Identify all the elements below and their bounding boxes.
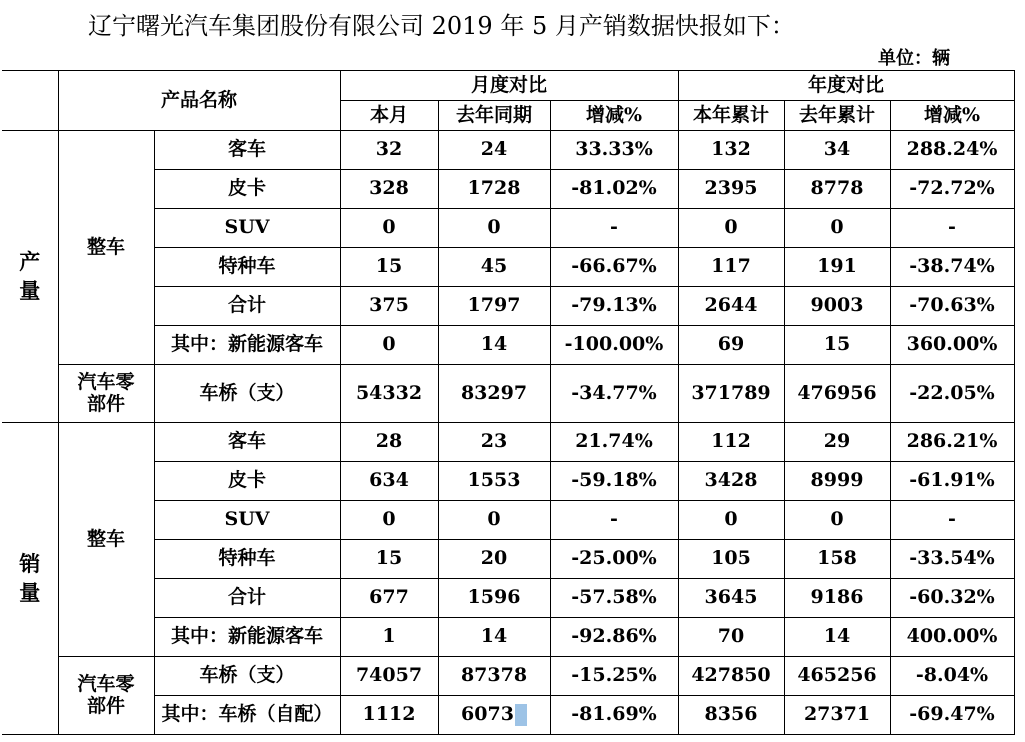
last-ytd-value: 476956 (784, 365, 890, 423)
last-year-same-value: 14 (438, 618, 550, 657)
table-row (2, 326, 1014, 365)
ytd-value: 427850 (678, 657, 784, 696)
ytd-value: 2644 (678, 287, 784, 326)
last-year-same-value: 45 (438, 248, 550, 287)
table-row (2, 287, 1014, 326)
last-year-same-value: 0 (438, 501, 550, 540)
ytd-value: 2395 (678, 170, 784, 209)
product-name: 皮卡 (154, 462, 340, 501)
this-month-value: 0 (340, 326, 438, 365)
ytd-value: 371789 (678, 365, 784, 423)
product-name: 特种车 (154, 540, 340, 579)
sales-section-label (2, 423, 58, 735)
table-row (2, 248, 1014, 287)
last-year-same-value: 1797 (438, 287, 550, 326)
monthly-change-value: -92.86% (550, 618, 678, 657)
header-product-name: 产品名称 (58, 71, 340, 131)
yearly-change-value: -70.63% (890, 287, 1014, 326)
this-month-value: 0 (340, 501, 438, 540)
monthly-change-value: - (550, 209, 678, 248)
last-ytd-value: 0 (784, 501, 890, 540)
ytd-value: 0 (678, 501, 784, 540)
parts-group-label (58, 365, 154, 423)
monthly-change-value: -100.00% (550, 326, 678, 365)
this-month-value: 15 (340, 248, 438, 287)
vehicle-group-label: 整车 (58, 131, 154, 365)
yearly-change-value: - (890, 209, 1014, 248)
ytd-value: 112 (678, 423, 784, 462)
header-change-yearly: 增减% (890, 101, 1014, 131)
last-ytd-value: 465256 (784, 657, 890, 696)
parts-group-label (58, 657, 154, 735)
ytd-value: 132 (678, 131, 784, 170)
header-last-ytd: 去年累计 (784, 101, 890, 131)
this-month-value: 28 (340, 423, 438, 462)
production-section-label (2, 131, 58, 423)
last-ytd-value: 8778 (784, 170, 890, 209)
production-sales-table (2, 70, 1015, 735)
header-monthly: 月度对比 (340, 71, 678, 101)
this-month-value: 15 (340, 540, 438, 579)
product-name: SUV (154, 209, 340, 248)
product-name: 车桥（支） (154, 657, 340, 696)
this-month-value: 32 (340, 131, 438, 170)
section-label-char: 量 (19, 277, 41, 303)
last-year-same-value: 1728 (438, 170, 550, 209)
product-name: SUV (154, 501, 340, 540)
monthly-change-value: -34.77% (550, 365, 678, 423)
ytd-value: 0 (678, 209, 784, 248)
this-month-value: 0 (340, 209, 438, 248)
last-year-same-value: 1553 (438, 462, 550, 501)
product-name: 特种车 (154, 248, 340, 287)
product-name: 其中：新能源客车 (154, 326, 340, 365)
product-name: 其中：新能源客车 (154, 618, 340, 657)
last-ytd-value: 15 (784, 326, 890, 365)
ytd-value: 3428 (678, 462, 784, 501)
header-ytd: 本年累计 (678, 101, 784, 131)
unit-label: 单位：辆 (878, 48, 950, 69)
parts-label-line: 汽车零 (77, 672, 135, 695)
yearly-change-value: 286.21% (890, 423, 1014, 462)
ytd-value: 69 (678, 326, 784, 365)
parts-label-line: 汽车零 (77, 370, 135, 393)
table-row (2, 170, 1014, 209)
yearly-change-value: -38.74% (890, 248, 1014, 287)
header-this-month: 本月 (340, 101, 438, 131)
table-row (2, 618, 1014, 657)
parts-label-line: 部件 (86, 392, 125, 415)
table-row (2, 462, 1014, 501)
yearly-change-value: -33.54% (890, 540, 1014, 579)
product-name: 其中：车桥（自配） (154, 696, 340, 735)
ytd-value: 117 (678, 248, 784, 287)
last-year-same-value: 0 (438, 209, 550, 248)
monthly-change-value: -81.69% (550, 696, 678, 735)
last-year-same-value: 87378 (438, 657, 550, 696)
product-name: 客车 (154, 131, 340, 170)
table-row (2, 696, 1014, 735)
last-ytd-value: 9003 (784, 287, 890, 326)
last-ytd-value: 14 (784, 618, 890, 657)
last-ytd-value: 29 (784, 423, 890, 462)
last-ytd-value: 0 (784, 209, 890, 248)
ytd-value: 3645 (678, 579, 784, 618)
last-year-same-value: 14 (438, 326, 550, 365)
last-ytd-value: 8999 (784, 462, 890, 501)
last-ytd-value: 158 (784, 540, 890, 579)
monthly-change-value: -25.00% (550, 540, 678, 579)
monthly-change-value: -66.67% (550, 248, 678, 287)
monthly-change-value: -15.25% (550, 657, 678, 696)
yearly-change-value: -60.32% (890, 579, 1014, 618)
last-year-same-value: 1596 (438, 579, 550, 618)
section-label-char: 量 (19, 579, 41, 605)
ytd-value: 8356 (678, 696, 784, 735)
product-name: 客车 (154, 423, 340, 462)
monthly-change-value: -59.18% (550, 462, 678, 501)
last-year-same-value: 6073 (438, 696, 550, 735)
monthly-change-value: 33.33% (550, 131, 678, 170)
report-title: 辽宁曙光汽车集团股份有限公司 2019 年 5 月产销数据快报如下： (88, 12, 795, 40)
section-label-char: 产 (19, 249, 41, 275)
header-yearly: 年度对比 (678, 71, 1014, 101)
this-month-value: 677 (340, 579, 438, 618)
yearly-change-value: -72.72% (890, 170, 1014, 209)
text-selection-highlight (515, 704, 527, 726)
last-year-same-value: 23 (438, 423, 550, 462)
last-ytd-value: 27371 (784, 696, 890, 735)
last-year-same-value: 20 (438, 540, 550, 579)
product-name: 车桥（支） (154, 365, 340, 423)
table-row (2, 423, 1014, 462)
this-month-value: 634 (340, 462, 438, 501)
monthly-change-value: - (550, 501, 678, 540)
this-month-value: 1112 (340, 696, 438, 735)
this-month-value: 54332 (340, 365, 438, 423)
product-name: 合计 (154, 579, 340, 618)
product-name: 皮卡 (154, 170, 340, 209)
this-month-value: 328 (340, 170, 438, 209)
yearly-change-value: -22.05% (890, 365, 1014, 423)
this-month-value: 1 (340, 618, 438, 657)
table-row (2, 579, 1014, 618)
vehicle-group-label: 整车 (58, 423, 154, 657)
yearly-change-value: - (890, 501, 1014, 540)
last-year-same-value: 24 (438, 131, 550, 170)
last-ytd-value: 34 (784, 131, 890, 170)
ytd-value: 70 (678, 618, 784, 657)
this-month-value: 74057 (340, 657, 438, 696)
yearly-change-value: 288.24% (890, 131, 1014, 170)
this-month-value: 375 (340, 287, 438, 326)
monthly-change-value: -81.02% (550, 170, 678, 209)
parts-label-line: 部件 (86, 694, 125, 717)
header-change-monthly: 增减% (550, 101, 678, 131)
monthly-change-value: 21.74% (550, 423, 678, 462)
monthly-change-value: -79.13% (550, 287, 678, 326)
table-row (2, 540, 1014, 579)
monthly-change-value: -57.58% (550, 579, 678, 618)
yearly-change-value: 360.00% (890, 326, 1014, 365)
table-row (2, 209, 1014, 248)
table-row (2, 131, 1014, 170)
table-row (2, 657, 1014, 696)
yearly-change-value: -61.91% (890, 462, 1014, 501)
yearly-change-value: -8.04% (890, 657, 1014, 696)
table-row (2, 365, 1014, 423)
product-name: 合计 (154, 287, 340, 326)
last-year-same-value: 83297 (438, 365, 550, 423)
last-ytd-value: 191 (784, 248, 890, 287)
table-row (2, 501, 1014, 540)
corner-cell (2, 71, 58, 131)
last-ytd-value: 9186 (784, 579, 890, 618)
yearly-change-value: 400.00% (890, 618, 1014, 657)
yearly-change-value: -69.47% (890, 696, 1014, 735)
ytd-value: 105 (678, 540, 784, 579)
header-last-year-same: 去年同期 (438, 101, 550, 131)
section-label-char: 销 (19, 551, 41, 577)
